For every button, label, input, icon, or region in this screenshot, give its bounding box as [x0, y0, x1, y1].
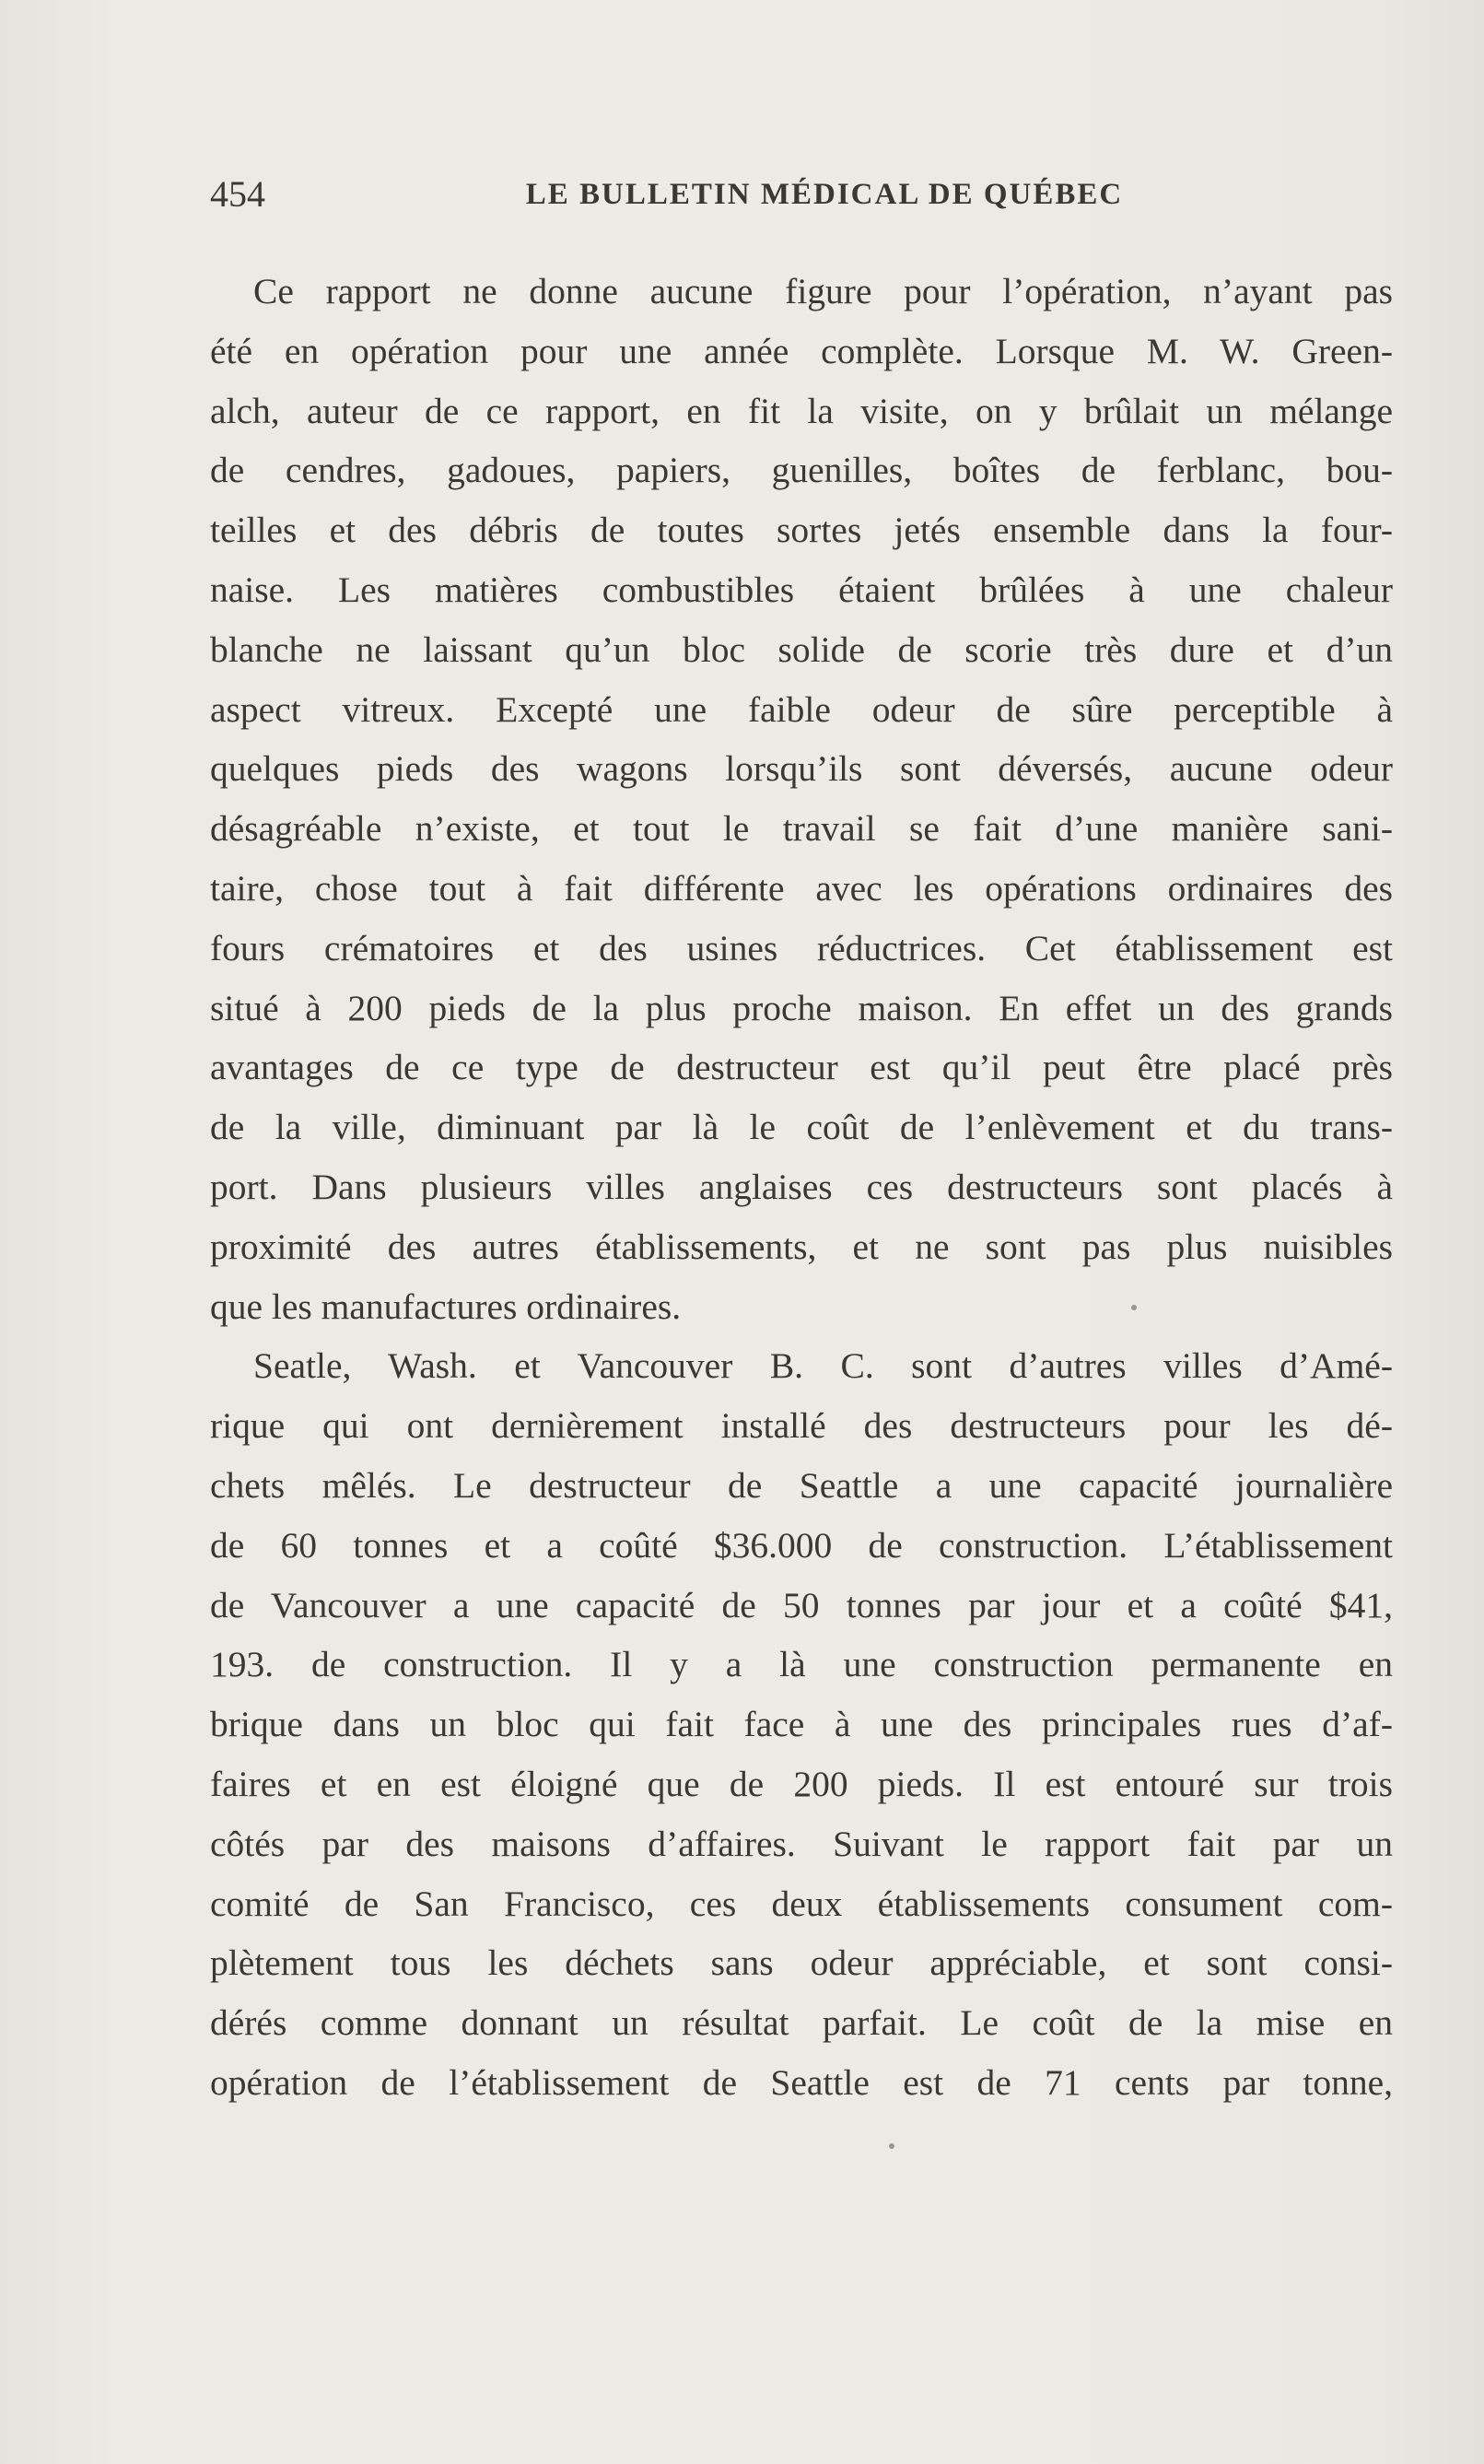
text-line: taire, chose tout à fait différente avec les opérations ordinaires des: [210, 867, 1393, 909]
text-line: comité de San Francisco, ces deux établissements consument com-: [210, 1883, 1393, 1924]
paragraph-2: [210, 1336, 1393, 2112]
page-header: [210, 171, 1393, 217]
text-line: port. Dans plusieurs villes anglaises ces destructeurs sont placés à: [210, 1166, 1393, 1207]
text-line: proximité des autres établissements, et ne sont pas plus nuisibles: [210, 1226, 1393, 1267]
ink-speck: [1131, 1305, 1137, 1310]
text-line: plètement tous les déchets sans odeur appréciable, et sont consi-: [210, 1942, 1393, 1984]
text-line: Ce rapport ne donne aucune figure pour l’opération, n’ayant pas: [253, 271, 1393, 311]
page-number: 454: [210, 173, 265, 215]
text-line: côtés par des maisons d’affaires. Suivant le rapport fait par un: [210, 1823, 1393, 1864]
text-line: été en opération pour une année complète. Lorsque M. W. Green-: [210, 330, 1393, 371]
running-title: LE BULLETIN MÉDICAL DE QUÉBEC: [525, 178, 1124, 211]
text-line: faires et en est éloigné que de 200 pieds. Il est entouré sur trois: [210, 1763, 1393, 1804]
text-line: fours crématoires et des usines réductrices. Cet établissement est: [210, 927, 1393, 968]
text-line: rique qui ont dernièrement installé des destructeurs pour les dé-: [210, 1405, 1393, 1447]
text-line: de la ville, diminuant par là le coût de l’enlèvement et du trans-: [210, 1107, 1393, 1148]
text-line: aspect vitreux. Excepté une faible odeur de sûre perceptible à: [210, 688, 1393, 730]
text-line: 193. de construction. Il y a là une construction permanente en: [210, 1644, 1393, 1685]
text-line: Seatle, Wash. et Vancouver B. C. sont d’autres villes d’Amé-: [253, 1345, 1393, 1387]
text-line: situé à 200 pieds de la plus proche maison. En effet un des grands: [210, 987, 1393, 1028]
text-line: de 60 tonnes et a coûté $36.000 de construction. L’établissement: [210, 1524, 1393, 1566]
text-line: naise. Les matières combustibles étaient brûlées à une chaleur: [210, 569, 1393, 610]
text-line: de Vancouver a une capacité de 50 tonnes par jour et a coûté $41,: [210, 1584, 1393, 1625]
text-line: opération de l’établissement de Seattle est de 71 cents par tonne,: [210, 2061, 1393, 2103]
text-line: désagréable n’existe, et tout le travail se fait d’une manière sani-: [210, 808, 1393, 850]
paragraph-1: [210, 262, 1393, 1336]
text-line: blanche ne laissant qu’un bloc solide de scorie très dure et d’un: [210, 628, 1393, 670]
text-line: brique dans un bloc qui fait face à une des principales rues d’af-: [210, 1704, 1393, 1745]
text-line: que les manufactures ordinaires.: [210, 1285, 682, 1327]
text-line: avantages de ce type de destructeur est qu’il peut être placé près: [210, 1047, 1393, 1088]
body-text: [210, 262, 1393, 2113]
ink-speck: [889, 2143, 894, 2149]
text-line: chets mêlés. Le destructeur de Seattle a une capacité journalière: [210, 1464, 1393, 1506]
text-line: alch, auteur de ce rapport, en fit la visite, on y brûlait un mélange: [210, 390, 1393, 431]
text-line: teilles et des débris de toutes sortes jetés ensemble dans la four-: [210, 510, 1393, 551]
text-line: quelques pieds des wagons lorsqu’ils sont déversés, aucune odeur: [210, 748, 1393, 790]
text-line: dérés comme donnant un résultat parfait. Le coût de la mise en: [210, 2002, 1393, 2044]
text-line: de cendres, gadoues, papiers, guenilles, boîtes de ferblanc, bou-: [210, 450, 1393, 491]
